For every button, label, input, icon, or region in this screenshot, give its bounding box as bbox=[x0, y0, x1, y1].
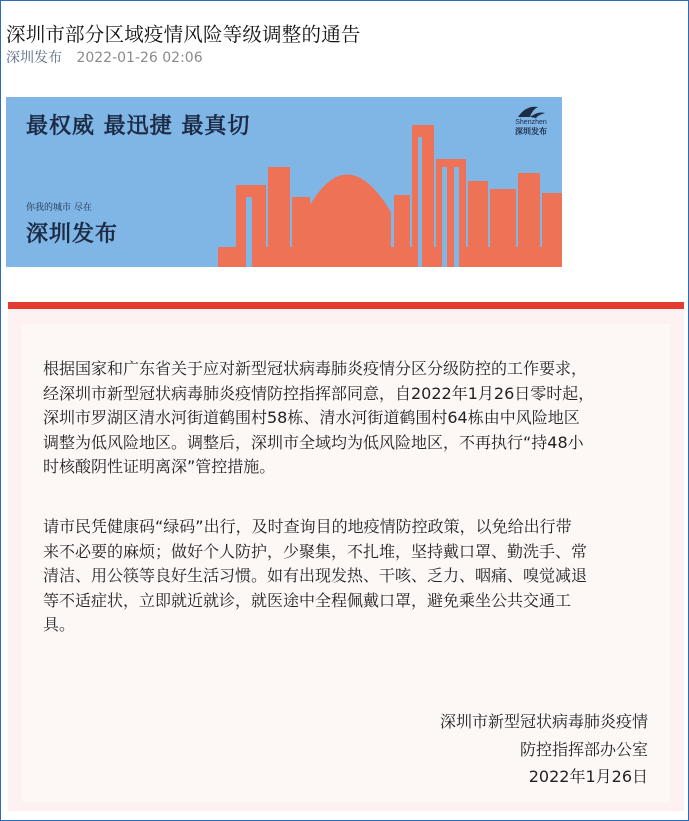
signature-organization: 深圳市新型冠状病毒肺炎疫情 bbox=[439, 712, 648, 731]
article-meta bbox=[6, 47, 203, 67]
notice-card bbox=[8, 302, 684, 811]
signature-date: 2022年1月26日 bbox=[528, 767, 648, 786]
banner-tagline: 你我的城市 尽在 bbox=[26, 203, 92, 213]
article-source[interactable]: 深圳发布 bbox=[6, 50, 62, 66]
notice-paragraph-1: 根据国家和广东省关于应对新型冠状病毒肺炎疫情分区分级防控的工作要求， 经深圳市新型冠状病毒肺炎疫情防控指挥部同意，自2022年1月26日零时起， 深圳市罗湖区清水河街道鹤围村58栋、清水河街道鹤围村64栋由中风险地区 调整为低风险地区。调整后，深圳市全域均为低风险地区，不再执行“持48小 时核酸阴性证明离深”管控措施。 bbox=[43, 359, 595, 476]
article-datetime: 2022-01-26 02:06 bbox=[76, 50, 203, 66]
shenzhen-release-logo bbox=[506, 103, 556, 147]
logo-english-text: Shenzhen bbox=[515, 119, 547, 126]
banner-brand: 深圳发布 bbox=[26, 221, 119, 247]
bird-logo-icon bbox=[516, 103, 546, 119]
article-title: 深圳市部分区域疫情风险等级调整的通告 bbox=[6, 23, 361, 47]
header-banner-image bbox=[6, 97, 562, 267]
banner-slogan: 最权威 最迅捷 最真切 bbox=[26, 113, 251, 139]
logo-chinese-text: 深圳发布 bbox=[515, 127, 547, 136]
notice-paragraph-2: 请市民凭健康码“绿码”出行，及时查询目的地疫情防控政策，以免给出行带 来不必要的麻烦；做好个人防护，少聚集，不扎堆，坚持戴口罩、勤洗手、常 清洁、用公筷等良好生活习惯。如有出现发热、干咳、乏力、咽痛、嗅觉减退 等不适症状，立即就近就诊，就医途中全程佩戴口罩，避免乘坐公共交通工 具。 bbox=[43, 517, 588, 634]
signature-office: 防控指挥部办公室 bbox=[519, 740, 648, 759]
